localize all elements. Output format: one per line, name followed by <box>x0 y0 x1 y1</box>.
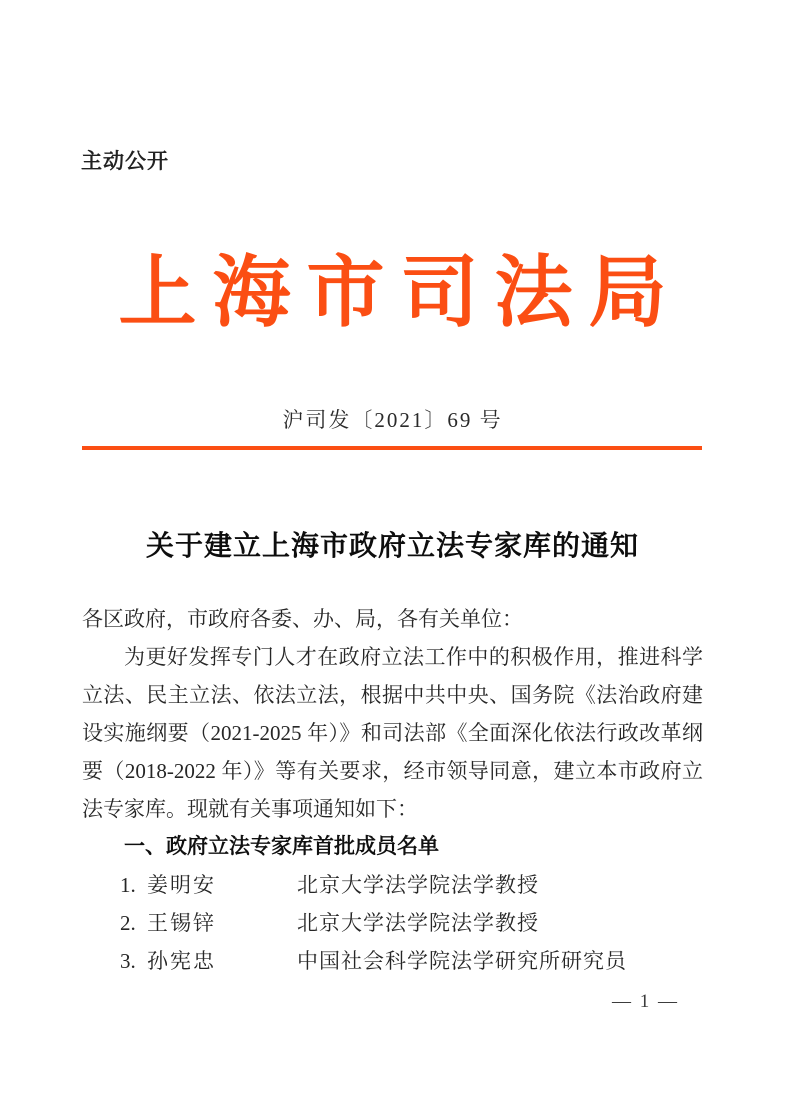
body-text <box>82 600 703 980</box>
expert-affiliation: 中国社会科学院法学研究所研究员 <box>297 949 627 973</box>
agency-title: 上海市司法局 <box>118 249 683 336</box>
expert-row <box>120 866 703 904</box>
expert-number: 1. <box>120 873 136 897</box>
disclosure-label: 主动公开 <box>81 150 169 173</box>
expert-name: 孙宪忠 <box>147 949 216 973</box>
body-line: 立法、民主立法、依法立法，根据中共中央、国务院《法治政府建 <box>82 683 703 707</box>
expert-affiliation: 北京大学法学院法学教授 <box>297 911 539 935</box>
body-line: 要（2018-2022 年）》等有关要求，经市领导同意，建立本市政府立 <box>82 759 703 783</box>
expert-row <box>120 904 703 942</box>
expert-affiliation: 北京大学法学院法学教授 <box>297 873 539 897</box>
page-number: — 1 — <box>612 991 679 1012</box>
salutation-line: 各区政府，市政府各委、办、局，各有关单位： <box>82 607 523 631</box>
expert-name: 姜明安 <box>147 873 216 897</box>
body-line: 设实施纲要（2021-2025 年）》和司法部《全面深化依法行政改革纲 <box>82 721 703 745</box>
section-heading-expert-list: 一、政府立法专家库首批成员名单 <box>124 835 439 858</box>
doc-number: 沪司发〔2021〕69 号 <box>282 408 503 432</box>
expert-number: 2. <box>120 911 136 935</box>
body-line: 法专家库。现就有关事项通知如下： <box>82 797 418 821</box>
doc-title: 关于建立上海市政府立法专家库的通知 <box>145 531 639 562</box>
expert-number: 3. <box>120 949 136 973</box>
body-line: 为更好发挥专门人才在政府立法工作中的积极作用，推进科学 <box>124 645 703 669</box>
expert-name: 王锡锌 <box>147 911 216 935</box>
red-divider-line <box>82 446 702 450</box>
expert-row <box>120 942 703 980</box>
